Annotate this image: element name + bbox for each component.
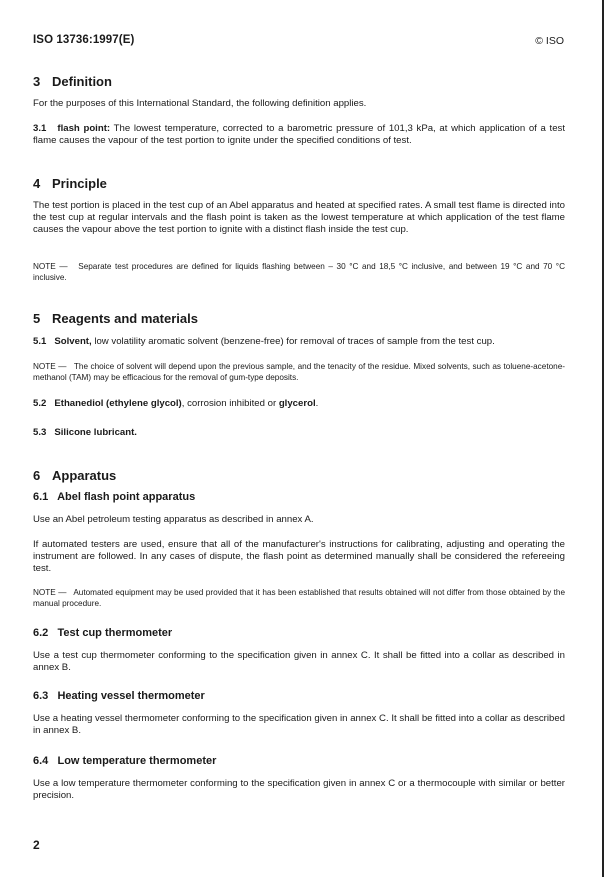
subsection-6-1-p2: If automated testers are used, ensure that all of the manufacturer's instructions for calibrating, adjusting and operating the instrument are followed. In any cases of dispute, the flash point as determined manually shall be considered the refereeing test. [33,539,565,574]
section-4-text: The test portion is placed in the test cup of an Abel apparatus and heated at specified rates. A small test flame is directed into the test cup at regular intervals and the flash point is taken as the lowest temperature at which application of the test flame causes the vapour above the test portion to ignite with a distinct flash inside the test cup. [33,200,565,235]
subsection-6-4-text: Use a low temperature thermometer conforming to the specification given in annex C or a thermocouple with similar or better precision. [33,778,565,801]
clause-5-2: 5.2 Ethanediol (ethylene glycol), corrosion inhibited or glycerol. [33,398,319,409]
copyright-mark: © ISO [535,35,564,47]
subsection-6-3-text: Use a heating vessel thermometer conforming to the specification given in annex C. It shall be fitted into a collar as described in annex B. [33,713,565,736]
clause-5-1: 5.1 Solvent, low volatility aromatic solvent (benzene-free) for removal of traces of sample from the test cup. [33,336,495,347]
subsection-6-1-p1: Use an Abel petroleum testing apparatus as described in annex A. [33,514,314,525]
subsection-6-1-note: NOTE — Automated equipment may be used provided that it has been established that results obtained will not differ from those obtained by the manual procedure. [33,588,566,608]
subsection-6-4-heading: 6.4 Low temperature thermometer [33,755,217,767]
clause-3-1: 3.1 flash point: The lowest temperature, corrected to a barometric pressure of 101,3 kPa, at which application of a test flame causes the vapour of the test portion to ignite under the specified conditions of test. [33,123,566,146]
clause-5-3: 5.3 Silicone lubricant. [33,427,137,438]
subsection-6-3-heading: 6.3 Heating vessel thermometer [33,690,205,702]
page-number: 2 [33,838,40,852]
subsection-6-2-text: Use a test cup thermometer conforming to the specification given in annex C. It shall be fitted into a collar as described in annex B. [33,650,565,673]
standard-identifier: ISO 13736:1997(E) [33,34,135,46]
section-4-heading: 4 Principle [33,176,107,191]
section-3-intro: For the purposes of this International Standard, the following definition applies. [33,98,367,109]
section-6-heading: 6 Apparatus [33,468,117,483]
section-3-heading: 3 Definition [33,74,112,89]
section-5-note: NOTE — The choice of solvent will depend upon the previous sample, and the tenacity of the residue. Mixed solvents, such as toluene-acetone-methanol (TAM) may be efficacious for the removal of gum-type deposits. [33,362,565,382]
subsection-6-1-heading: 6.1 Abel flash point apparatus [33,491,196,503]
section-4-note: NOTE — Separate test procedures are defined for liquids flashing between – 30 °C and 18,5 °C inclusive, and between 19 °C and 70 °C inclusive. [33,262,565,282]
section-5-heading: 5 Reagents and materials [33,311,198,326]
subsection-6-2-heading: 6.2 Test cup thermometer [33,627,173,639]
